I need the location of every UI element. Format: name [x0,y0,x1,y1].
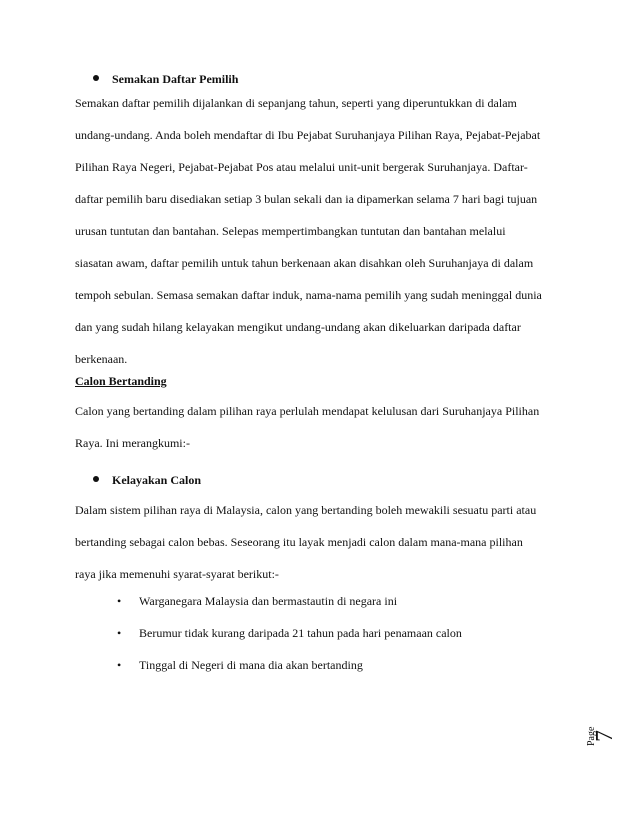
paragraph-semakan [75,87,575,375]
text-line: Semakan daftar pemilih dijalankan di sepanjang tahun, seperti yang diperuntukkan di dalam [75,96,517,110]
list-item [117,626,462,658]
section-title-calon-bertanding: Calon Bertanding [75,374,167,388]
bullet-icon: • [117,658,122,672]
page-label: Page [586,726,597,746]
text-line: Calon yang bertanding dalam pilihan raya perlulah mendapat kelulusan dari Suruhanjaya Pilihan [75,404,540,418]
heading-text: Kelayakan Calon [112,473,202,487]
text-line: urusan tuntutan dan bantahan. Selepas mempertimbangkan tuntutan dan bantahan melalui [75,224,506,238]
bullet-icon [93,476,99,482]
text-line: daftar pemilih baru disediakan setiap 3 bulan sekali dan ia dipamerkan selama 7 hari bagi tujuan [75,192,538,206]
paragraph-kelayakan [75,494,575,590]
requirements-list [117,594,462,690]
page-number-value: 7 [592,730,618,742]
text-line: dan yang sudah hilang kelayakan mengikut undang-undang akan dikeluarkan daripada daftar [75,320,521,334]
heading-semakan-daftar-pemilih [93,72,238,86]
text-line: bertanding sebagai calon bebas. Seseorang itu layak menjadi calon dalam mana-mana pilihan [75,535,523,549]
list-item-text: Warganegara Malaysia dan bermastautin di negara ini [139,594,398,608]
list-item [117,658,462,690]
text-line: raya jika memenuhi syarat-syarat berikut:- [75,567,279,581]
list-item-text: Tinggal di Negeri di mana dia akan bertanding [139,658,363,672]
heading-text: Semakan Daftar Pemilih [112,72,239,86]
list-item [117,594,462,626]
text-line: Dalam sistem pilihan raya di Malaysia, calon yang bertanding boleh mewakili sesuatu parti atau [75,503,537,517]
text-line: tempoh sebulan. Semasa semakan daftar induk, nama-nama pemilih yang sudah meninggal dunia [75,288,542,302]
text-line: undang-undang. Anda boleh mendaftar di Ibu Pejabat Suruhanjaya Pilihan Raya, Pejabat-Pejabat [75,128,541,142]
text-line: berkenaan. [75,352,128,366]
list-item-text: Berumur tidak kurang daripada 21 tahun pada hari penamaan calon [139,626,462,640]
text-line: siasatan awam, daftar pemilih untuk tahun berkenaan akan disahkan oleh Suruhanjaya di dalam [75,256,534,270]
bullet-icon: • [117,594,122,608]
bullet-icon [93,75,99,81]
bullet-icon: • [117,626,122,640]
text-line: Raya. Ini merangkumi:- [75,436,190,450]
paragraph-calon [75,395,575,459]
heading-kelayakan-calon [93,473,201,487]
text-line: Pilihan Raya Negeri, Pejabat-Pejabat Pos atau melalui unit-unit bergerak Suruhanjaya. Daftar- [75,160,528,174]
page-number [586,700,616,750]
